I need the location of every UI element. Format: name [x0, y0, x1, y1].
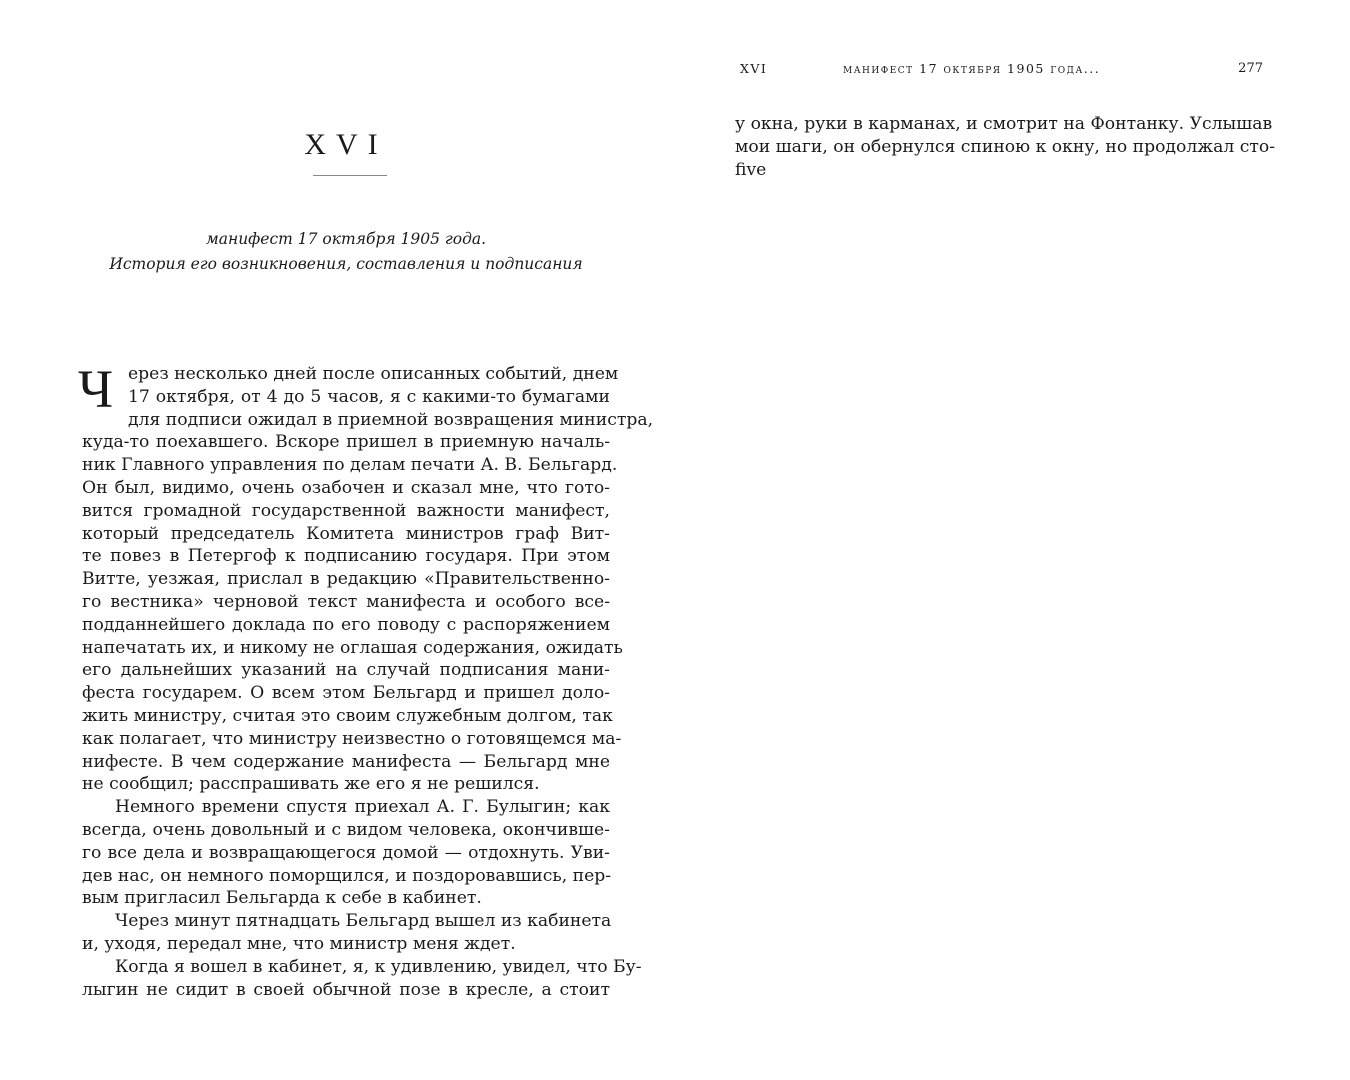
- text-line: куда-то поехавшего. Вскоре пришел в приемную началь-: [82, 432, 610, 453]
- text-line: не сообщил; расспрашивать же его я не решился.: [82, 774, 540, 795]
- text-line: Когда я вошел в кабинет, я, к удивлению, увидел, что Бу-: [115, 956, 642, 977]
- chapter-subtitle-line-2: История его возникновения, составления и подписания: [109, 255, 583, 273]
- text-line: мои шаги, он обернулся спиною к окну, но продолжал сто-: [735, 136, 1276, 157]
- page-number: 277: [1238, 61, 1263, 76]
- chapter-divider: [313, 175, 387, 176]
- text-line: те повез в Петергоф к подписанию государя. При этом: [82, 546, 610, 567]
- chapter-number: XVI: [304, 128, 388, 161]
- text-line: Он был, видимо, очень озабочен и сказал мне, что гото-: [82, 477, 610, 498]
- running-head-title: манифест 17 октября 1905 года...: [843, 61, 1101, 76]
- text-line: жить министру, считая это своим служебным долгом, так: [82, 705, 613, 726]
- text-line: ник Главного управления по делам печати А. В. Бельгард.: [82, 455, 618, 476]
- drop-cap: Ч: [78, 359, 114, 419]
- text-line: феста государем. О всем этом Бельгард и пришел доло-: [82, 683, 610, 704]
- text-line: для подписи ожидал в приемной возвращения министра,: [128, 409, 654, 430]
- chapter-subtitle-line-1: манифест 17 октября 1905 года.: [205, 230, 487, 248]
- text-line: дев нас, он немного поморщился, и поздоровавшись, пер-: [82, 865, 612, 886]
- text-line: подданнейшего доклада по его поводу с распоряжением: [82, 614, 610, 635]
- text-line: всегда, очень довольный и с видом человека, окончивше-: [82, 819, 610, 840]
- text-line: Витте, уезжая, прислал в редакцию «Правительственно-: [82, 569, 610, 590]
- text-line: как полагает, что министру неизвестно о готовящемся ма-: [82, 728, 622, 749]
- text-line: вится громадной государственной важности манифест,: [82, 500, 610, 521]
- text-line: Немного времени спустя приехал А. Г. Булыгин; как: [115, 797, 610, 818]
- running-head-chapter: XVI: [740, 61, 768, 76]
- text-line: и, уходя, передал мне, что министр меня ждет.: [82, 933, 516, 954]
- text-line: напечатать их, и никому не оглашая содержания, ожидать: [82, 637, 623, 658]
- text-line: его дальнейших указаний на случай подписания мани-: [82, 660, 610, 681]
- chapter-subtitle: [82, 227, 610, 277]
- text-line: у окна, руки в карманах, и смотрит на Фонтанку. Услышав: [735, 114, 1273, 134]
- text-line: Через минут пятнадцать Бельгард вышел из кабинета: [115, 911, 612, 932]
- text-line: который председатель Комитета министров граф Вит-: [82, 523, 610, 544]
- left-page-body-text: [82, 363, 654, 1001]
- text-line: го все дела и возвращающегося домой — отдохнуть. Уви-: [82, 842, 610, 863]
- text-line: лыгин не сидит в своей обычной позе в кресле, а стоит: [82, 979, 610, 1000]
- text-line: 17 октября, от 4 до 5 часов, я с какими-то бумагами: [128, 386, 610, 407]
- text-line: вым пригласил Бельгарда к себе в кабинет.: [82, 888, 482, 909]
- text-line: нифесте. В чем содержание манифеста — Бельгард мне: [82, 751, 610, 772]
- text-line: ерез несколько дней после описанных событий, днем: [128, 364, 619, 384]
- text-line: five: [735, 159, 767, 180]
- right-page-body-text: [735, 113, 1276, 181]
- running-head: [735, 61, 1263, 81]
- text-line: го вестника» черновой текст манифеста и особого все-: [82, 591, 610, 612]
